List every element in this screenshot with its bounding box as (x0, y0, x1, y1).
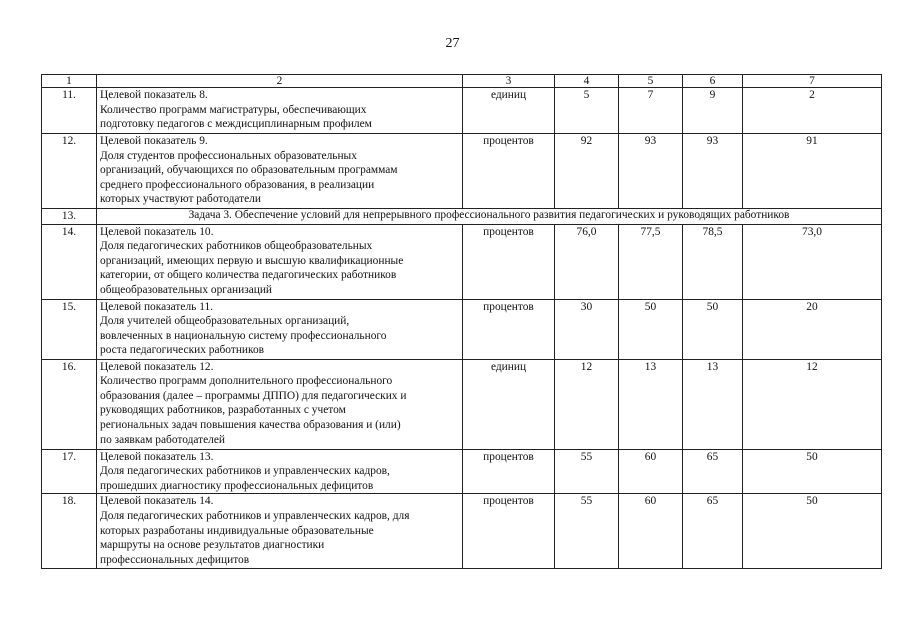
value-col6: 78,5 (683, 224, 743, 299)
value-col6: 50 (683, 299, 743, 359)
value-col7: 2 (743, 88, 882, 134)
indicator-description (97, 224, 463, 299)
indicator-description (97, 449, 463, 494)
table-row (42, 494, 882, 569)
value-col4: 76,0 (555, 224, 619, 299)
page-number: 27 (445, 36, 460, 51)
indicators-table (41, 74, 882, 569)
indicator-title: Целевой показатель 10. (100, 225, 214, 238)
indicator-text-line: организаций, имеющих первую и высшую квалификационные (100, 254, 404, 267)
value-col4: 5 (555, 88, 619, 134)
indicator-text-line: категории, от общего количества педагогических работников (100, 269, 397, 282)
indicator-text-line: руководящих работников, разработанных с учетом (100, 404, 346, 417)
header-cell-7: 7 (743, 75, 882, 88)
header-cell-3: 3 (463, 75, 555, 88)
indicator-text-line: Доля педагогических работников и управленческих кадров, для (100, 509, 410, 522)
value-col4: 55 (555, 449, 619, 494)
indicator-text-line: профессиональных дефицитов (100, 553, 250, 566)
table-row (42, 449, 882, 494)
header-cell-2: 2 (97, 75, 463, 88)
table-row (42, 134, 882, 209)
indicator-text-line: региональных задач повышения качества образования и (или) (100, 418, 401, 431)
table-header-row (42, 75, 882, 88)
indicator-text-line: Доля педагогических работников и управленческих кадров, (100, 465, 390, 478)
indicator-text-line: по заявкам работодателей (100, 433, 225, 446)
indicator-text-line: общеобразовательных организаций (100, 283, 273, 296)
value-col7: 73,0 (743, 224, 882, 299)
value-col5: 13 (619, 359, 683, 449)
table-body (42, 75, 882, 569)
unit-cell: единиц (463, 359, 555, 449)
indicator-title: Целевой показатель 14. (100, 495, 214, 508)
unit-cell: процентов (463, 449, 555, 494)
value-col5: 93 (619, 134, 683, 209)
table-row (42, 88, 882, 134)
task-title: Задача 3. Обеспечение условий для непрерывного профессионального развития педагогических и руководящих работников (97, 209, 882, 225)
table-row (42, 224, 882, 299)
indicator-text-line: Количество программ дополнительного профессионального (100, 375, 393, 388)
value-col6: 65 (683, 449, 743, 494)
value-col4: 30 (555, 299, 619, 359)
indicator-text-line: Доля студентов профессиональных образовательных (100, 149, 357, 162)
value-col4: 92 (555, 134, 619, 209)
indicator-description (97, 134, 463, 209)
task-row (42, 209, 882, 225)
row-number: 15. (42, 299, 97, 359)
indicator-text-line: среднего профессионального образования, в реализации (100, 178, 375, 191)
header-cell-4: 4 (555, 75, 619, 88)
row-number: 11. (42, 88, 97, 134)
indicator-text-line: Количество программ магистратуры, обеспечивающих (100, 103, 367, 116)
value-col6: 93 (683, 134, 743, 209)
header-cell-6: 6 (683, 75, 743, 88)
indicator-text-line: роста педагогических работников (100, 344, 265, 357)
indicator-description (97, 494, 463, 569)
unit-cell: процентов (463, 494, 555, 569)
indicator-text-line: которых участвуют работодатели (100, 193, 261, 206)
indicator-text-line: которых разработаны индивидуальные образовательные (100, 524, 374, 537)
indicator-title: Целевой показатель 13. (100, 450, 214, 463)
indicator-text-line: маршруты на основе результатов диагностики (100, 539, 325, 552)
value-col7: 50 (743, 494, 882, 569)
indicator-title: Целевой показатель 11. (100, 300, 214, 313)
header-cell-5: 5 (619, 75, 683, 88)
indicator-description (97, 359, 463, 449)
unit-cell: единиц (463, 88, 555, 134)
indicator-text-line: прошедших диагностику профессиональных дефицитов (100, 479, 374, 492)
indicator-title: Целевой показатель 8. (100, 89, 208, 101)
row-number: 17. (42, 449, 97, 494)
indicator-description (97, 88, 463, 134)
value-col6: 13 (683, 359, 743, 449)
unit-cell: процентов (463, 134, 555, 209)
row-number: 13. (42, 209, 97, 225)
indicator-text-line: Доля учителей общеобразовательных организаций, (100, 315, 350, 328)
unit-cell: процентов (463, 224, 555, 299)
value-col7: 50 (743, 449, 882, 494)
unit-cell: процентов (463, 299, 555, 359)
indicator-description (97, 299, 463, 359)
row-number: 14. (42, 224, 97, 299)
value-col5: 77,5 (619, 224, 683, 299)
value-col4: 12 (555, 359, 619, 449)
value-col7: 91 (743, 134, 882, 209)
indicator-text-line: организаций, обучающихся по образовательным программам (100, 164, 398, 177)
value-col4: 55 (555, 494, 619, 569)
row-number: 18. (42, 494, 97, 569)
table-row (42, 299, 882, 359)
value-col5: 50 (619, 299, 683, 359)
indicator-title: Целевой показатель 12. (100, 360, 214, 373)
value-col7: 12 (743, 359, 882, 449)
value-col6: 9 (683, 88, 743, 134)
indicator-text-line: вовлеченных в национальную систему профессионального (100, 329, 387, 342)
table-row (42, 359, 882, 449)
value-col5: 7 (619, 88, 683, 134)
header-cell-1: 1 (42, 75, 97, 88)
value-col5: 60 (619, 494, 683, 569)
indicator-title: Целевой показатель 9. (100, 135, 208, 147)
indicator-text-line: подготовку педагогов с междисциплинарным профилем (100, 118, 372, 131)
row-number: 16. (42, 359, 97, 449)
value-col7: 20 (743, 299, 882, 359)
value-col6: 65 (683, 494, 743, 569)
row-number: 12. (42, 134, 97, 209)
indicator-text-line: образования (далее – программы ДППО) для педагогических и (100, 389, 407, 402)
indicator-text-line: Доля педагогических работников общеобразовательных (100, 240, 373, 253)
value-col5: 60 (619, 449, 683, 494)
